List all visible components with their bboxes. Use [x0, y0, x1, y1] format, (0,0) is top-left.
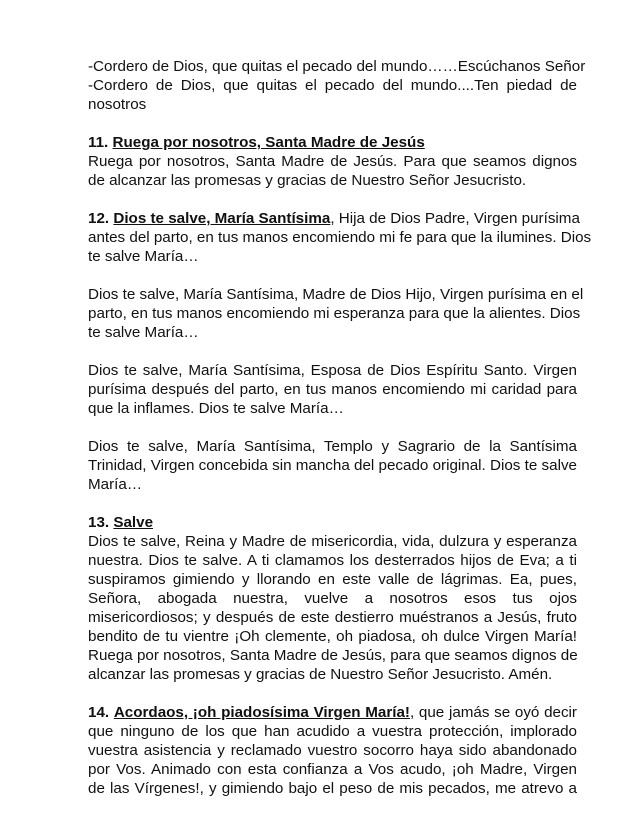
text-line: misericordiosos; y después de este destierro muéstranos a Jesús, fruto: [88, 609, 577, 626]
text-line: que la inflames. Dios te salve María…: [88, 400, 344, 417]
text-line: de alcanzar las promesas y gracias de Nuestro Señor Jesucristo.: [88, 172, 527, 189]
section-14-title: Acordaos, ¡oh piadosísima Virgen María!: [113, 704, 410, 721]
text-line: que ninguno de los que han acudido a vuestra protección, implorado: [88, 723, 577, 740]
text-line: Trinidad, Virgen concebida sin mancha del pecado original. Dios te salve: [88, 457, 577, 474]
text-line: Señora, abogada nuestra, vuelve a nosotros esos tus ojos: [88, 590, 577, 607]
section-12-part-1: [88, 209, 592, 266]
text-line: nuestra. Dios te salve. A ti clamamos los desterrados hijos de Eva; a ti: [88, 552, 577, 569]
text-line: -Cordero de Dios, que quitas el pecado del mundo....Ten piedad de: [88, 77, 577, 94]
text-line: por Vos. Animado con esta confianza a Vos acudo, ¡oh Madre, Virgen: [88, 761, 577, 778]
section-13-heading-line: [88, 513, 577, 532]
text-line: purísima después del parto, en tus manos encomiendo mi caridad para: [88, 381, 577, 398]
heading-continuation: , Hija de Dios Padre, Virgen purísima: [330, 210, 580, 227]
text-line: bendito de tu vientre ¡Oh clemente, oh piadosa, oh dulce Virgen María!: [88, 628, 577, 645]
text-line: nosotros: [88, 96, 147, 113]
text-line: María…: [88, 476, 143, 493]
text-line: Dios te salve, María Santísima, Templo y Sagrario de la Santísima: [88, 438, 577, 455]
litany-closing-paragraph: [88, 57, 586, 114]
section-14-heading-line: [88, 703, 577, 722]
text-line: te salve María…: [88, 248, 199, 265]
text-line: parto, en tus manos encomiendo mi esperanza para que la alientes. Dios: [88, 305, 581, 322]
text-line: vuestra asistencia y reclamado vuestro socorro haya sido abandonado: [88, 742, 577, 759]
section-14: [88, 703, 577, 798]
section-12-title: Dios te salve, María Santísima: [113, 210, 331, 227]
section-11: [88, 133, 577, 190]
heading-continuation: , que jamás se oyó decir: [410, 704, 577, 721]
section-11-heading-line: [88, 133, 577, 152]
text-line: te salve María…: [88, 324, 199, 341]
section-12-heading-line: [88, 209, 580, 228]
text-line: alcanzar las promesas y gracias de Nuestro Señor Jesucristo. Amén.: [88, 666, 553, 683]
text-line: antes del parto, en tus manos encomiendo mi fe para que la ilumines. Dios: [88, 229, 592, 246]
section-13: [88, 513, 577, 684]
text-line: Dios te salve, María Santísima, Madre de Dios Hijo, Virgen purísima en el: [88, 286, 584, 303]
section-number: 14.: [88, 704, 110, 721]
section-number: 11.: [88, 134, 109, 151]
document-page: [88, 57, 592, 798]
section-number: 13.: [88, 514, 110, 531]
text-line: Ruega por nosotros, Santa Madre de Jesús, para que seamos dignos de: [88, 647, 578, 664]
section-12-part-2: [88, 285, 584, 342]
text-line: -Cordero de Dios, que quitas el pecado del mundo……Escúchanos Señor: [88, 58, 586, 75]
text-line: de las Vírgenes!, y gimiendo bajo el peso de mis pecados, me atrevo a: [88, 780, 577, 797]
section-12-part-3: [88, 361, 577, 418]
section-11-title: Ruega por nosotros, Santa Madre de Jesús: [112, 134, 425, 151]
section-12-part-4: [88, 437, 577, 494]
text-line: Dios te salve, Reina y Madre de misericordia, vida, dulzura y esperanza: [88, 533, 577, 550]
section-number: 12.: [88, 210, 110, 227]
text-line: suspiramos gimiendo y llorando en este valle de lágrimas. Ea, pues,: [88, 571, 577, 588]
text-line: Dios te salve, María Santísima, Esposa de Dios Espíritu Santo. Virgen: [88, 362, 577, 379]
section-13-title: Salve: [113, 514, 154, 531]
text-line: Ruega por nosotros, Santa Madre de Jesús. Para que seamos dignos: [88, 153, 577, 170]
